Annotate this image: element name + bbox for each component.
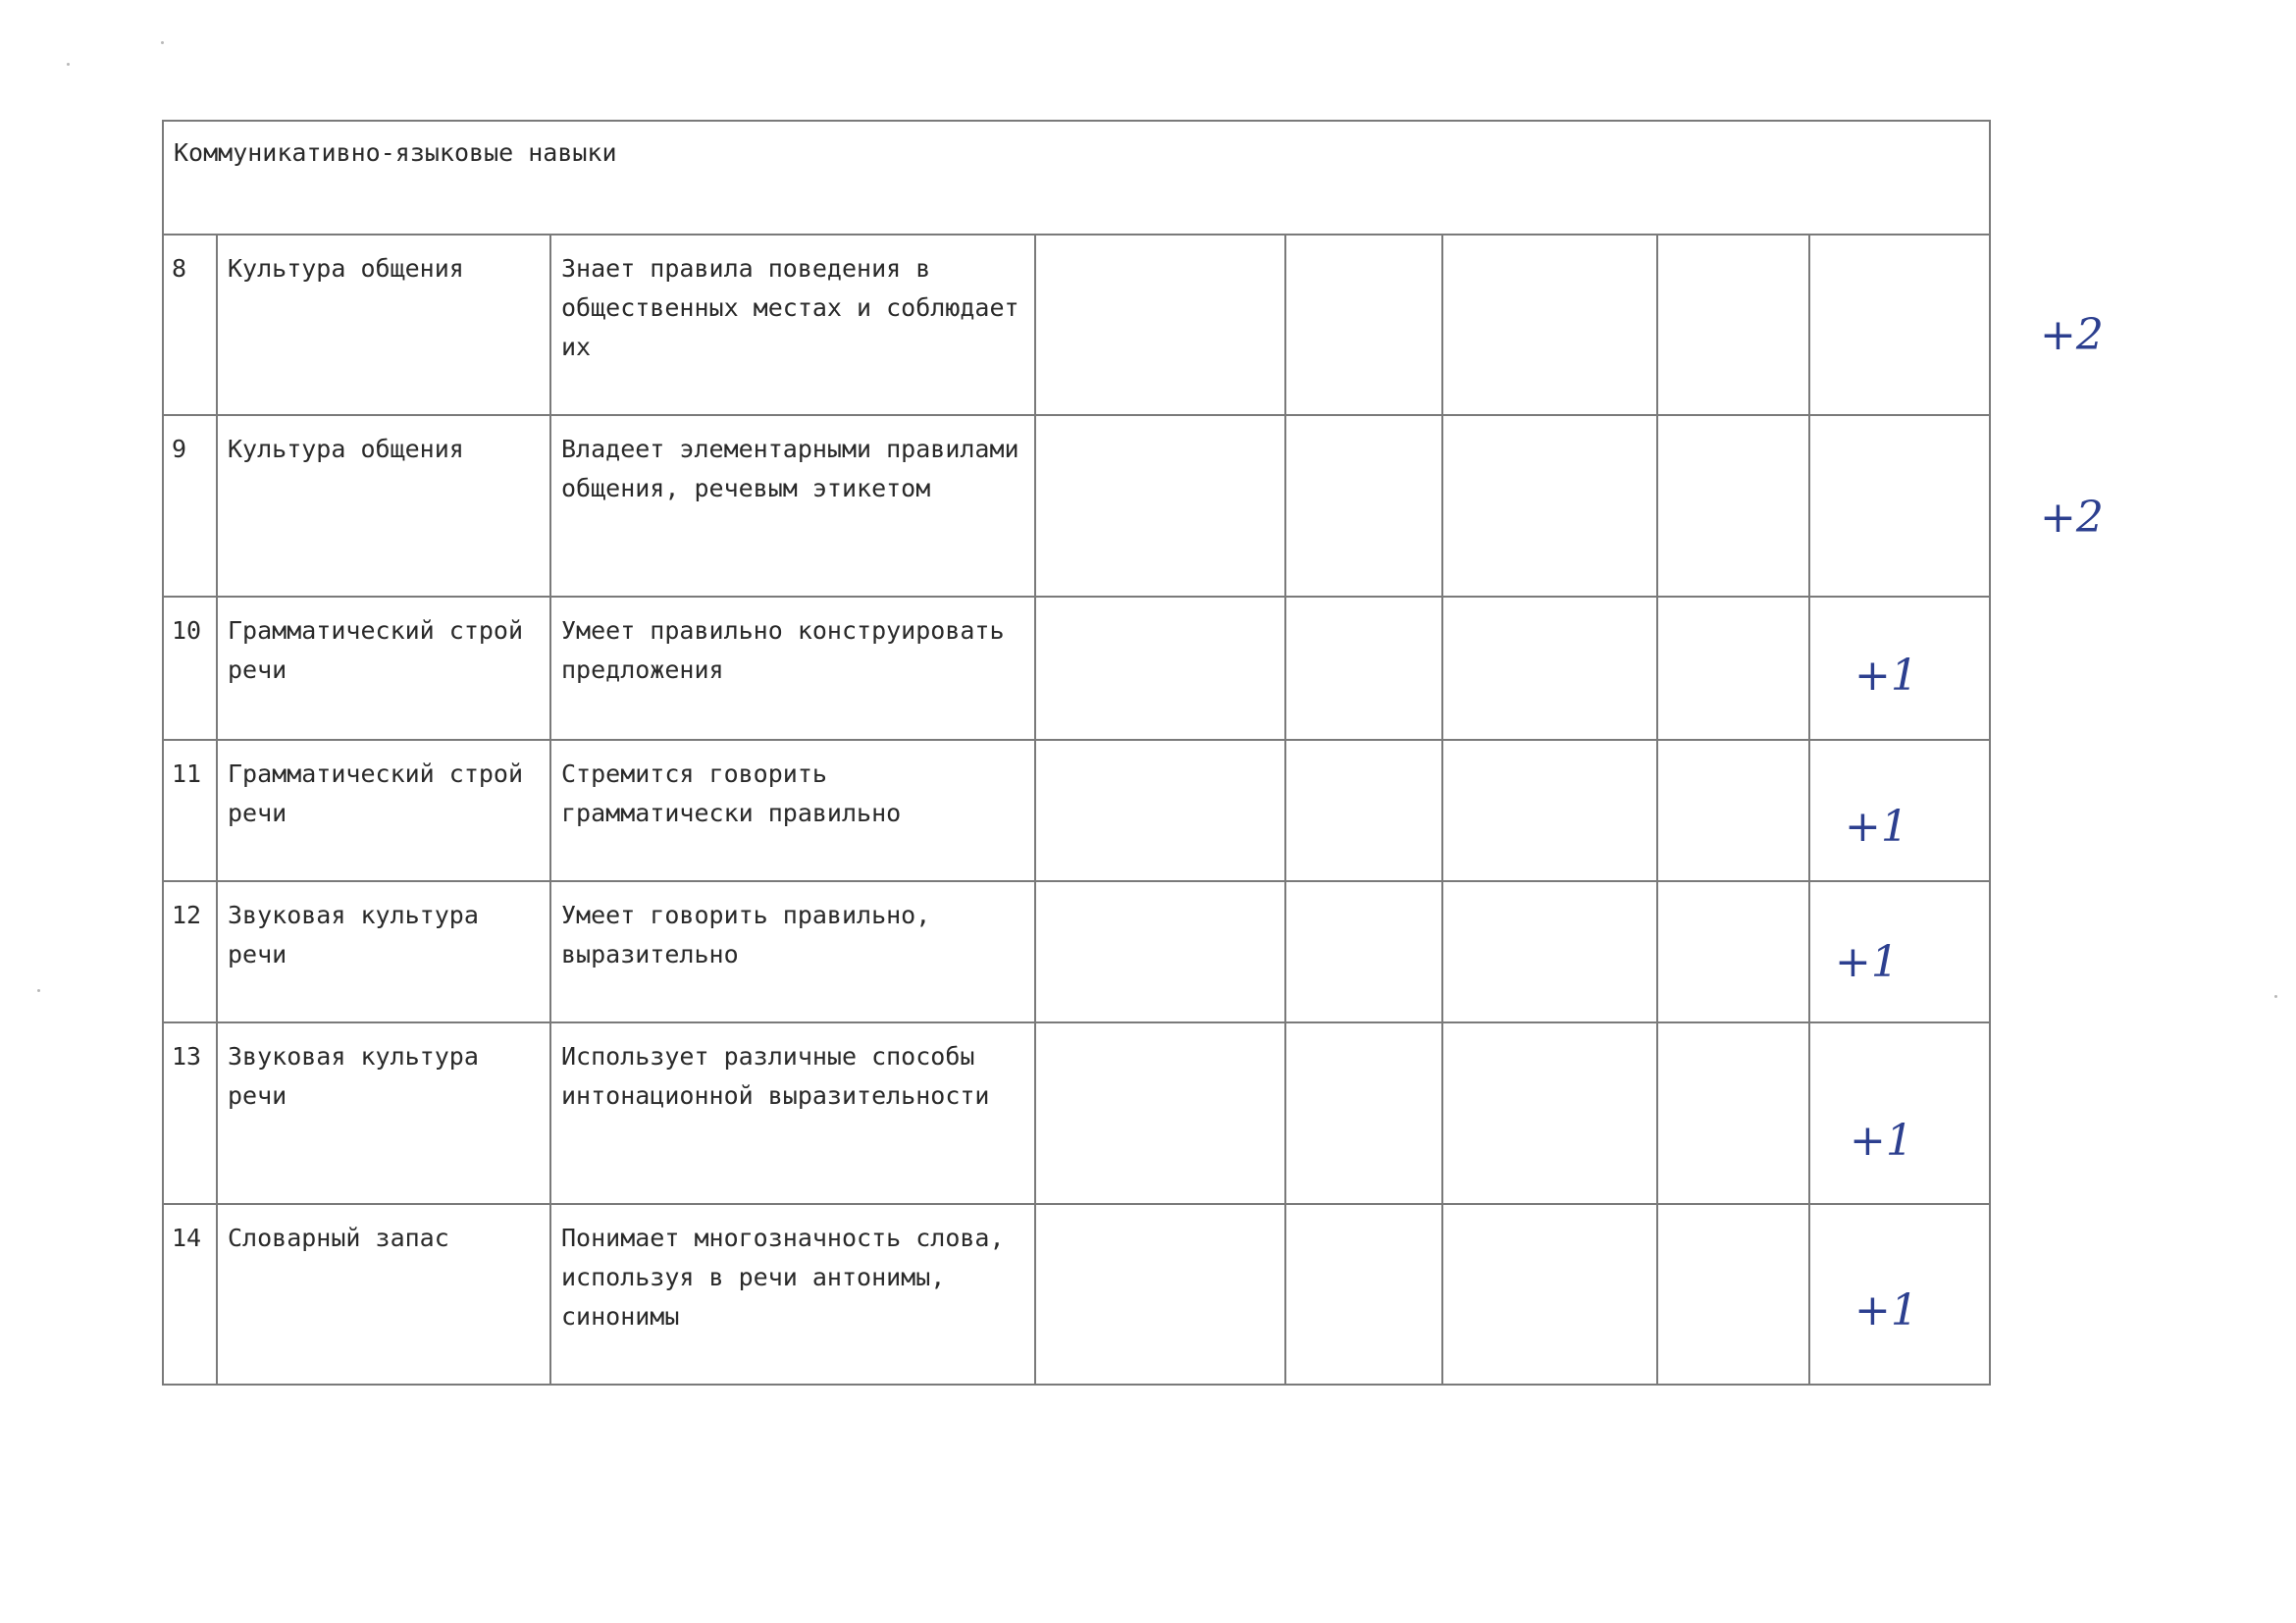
row-number: 9	[163, 415, 217, 597]
scan-speck	[161, 41, 164, 44]
assessment-empty-cell	[1657, 881, 1809, 1022]
assessment-mark-cell	[1809, 740, 1990, 881]
assessment-empty-cell	[1657, 1022, 1809, 1204]
row-number: 14	[163, 1204, 217, 1385]
handwritten-mark: +1	[1845, 802, 1908, 852]
section-title: Коммуникативно-языковые навыки	[163, 121, 1990, 235]
skill-description: Знает правила поведения в общественных местах и соблюдает их	[550, 235, 1035, 415]
skill-description: Умеет говорить правильно, выразительно	[550, 881, 1035, 1022]
assessment-empty-cell	[1035, 1022, 1285, 1204]
skill-category: Культура общения	[217, 415, 550, 597]
table-row	[163, 415, 1990, 597]
table-row	[163, 1204, 1990, 1385]
handwritten-mark: +2	[2040, 310, 2104, 360]
assessment-empty-cell	[1657, 740, 1809, 881]
skill-description: Стремится говорить грамматически правильно	[550, 740, 1035, 881]
skill-description: Владеет элементарными правилами общения, речевым этикетом	[550, 415, 1035, 597]
assessment-empty-cell	[1035, 1204, 1285, 1385]
assessment-mark-cell	[1809, 881, 1990, 1022]
assessment-empty-cell	[1035, 597, 1285, 740]
assessment-empty-cell	[1035, 740, 1285, 881]
assessment-empty-cell	[1442, 740, 1657, 881]
assessment-empty-cell	[1035, 415, 1285, 597]
handwritten-mark: +1	[1850, 1116, 1913, 1166]
skill-category: Звуковая культура речи	[217, 1022, 550, 1204]
assessment-mark-cell	[1809, 1022, 1990, 1204]
assessment-empty-cell	[1657, 235, 1809, 415]
row-number: 11	[163, 740, 217, 881]
assessment-mark-cell	[1809, 597, 1990, 740]
scan-speck	[2274, 995, 2277, 998]
skill-description: Понимает многозначность слова, используя в речи антонимы, синонимы	[550, 1204, 1035, 1385]
assessment-empty-cell	[1285, 415, 1442, 597]
table-row	[163, 740, 1990, 881]
handwritten-mark: +2	[2040, 493, 2104, 543]
assessment-empty-cell	[1285, 235, 1442, 415]
row-number: 13	[163, 1022, 217, 1204]
handwritten-mark: +1	[1835, 937, 1899, 987]
assessment-empty-cell	[1442, 597, 1657, 740]
assessment-empty-cell	[1035, 881, 1285, 1022]
skills-table	[162, 120, 2104, 1386]
assessment-empty-cell	[1285, 597, 1442, 740]
handwritten-mark: +1	[1854, 651, 1918, 701]
assessment-empty-cell	[1285, 1022, 1442, 1204]
section-header-row	[163, 121, 1990, 235]
assessment-empty-cell	[1657, 415, 1809, 597]
assessment-empty-cell	[1285, 881, 1442, 1022]
assessment-empty-cell	[1442, 1022, 1657, 1204]
skill-category: Культура общения	[217, 235, 550, 415]
skill-category: Грамматический строй речи	[217, 597, 550, 740]
handwritten-mark: +1	[1854, 1285, 1918, 1335]
scan-speck	[67, 63, 70, 66]
assessment-empty-cell	[1442, 1204, 1657, 1385]
assessment-empty-cell	[1442, 881, 1657, 1022]
skill-category: Словарный запас	[217, 1204, 550, 1385]
assessment-empty-cell	[1657, 1204, 1809, 1385]
assessment-empty-cell	[1809, 415, 1990, 597]
assessment-empty-cell	[1035, 235, 1285, 415]
assessment-empty-cell	[1809, 235, 1990, 415]
skill-description: Использует различные способы интонационной выразительности	[550, 1022, 1035, 1204]
table-row	[163, 597, 1990, 740]
assessment-mark-cell	[1809, 1204, 1990, 1385]
table-row	[163, 235, 1990, 415]
assessment-empty-cell	[1285, 1204, 1442, 1385]
skill-description: Умеет правильно конструировать предложения	[550, 597, 1035, 740]
row-number: 12	[163, 881, 217, 1022]
table-row	[163, 1022, 1990, 1204]
table-row	[163, 881, 1990, 1022]
assessment-empty-cell	[1442, 235, 1657, 415]
skill-category: Грамматический строй речи	[217, 740, 550, 881]
row-number: 8	[163, 235, 217, 415]
row-number: 10	[163, 597, 217, 740]
assessment-empty-cell	[1285, 740, 1442, 881]
assessment-empty-cell	[1657, 597, 1809, 740]
skill-category: Звуковая культура речи	[217, 881, 550, 1022]
scan-speck	[37, 989, 40, 992]
assessment-empty-cell	[1442, 415, 1657, 597]
